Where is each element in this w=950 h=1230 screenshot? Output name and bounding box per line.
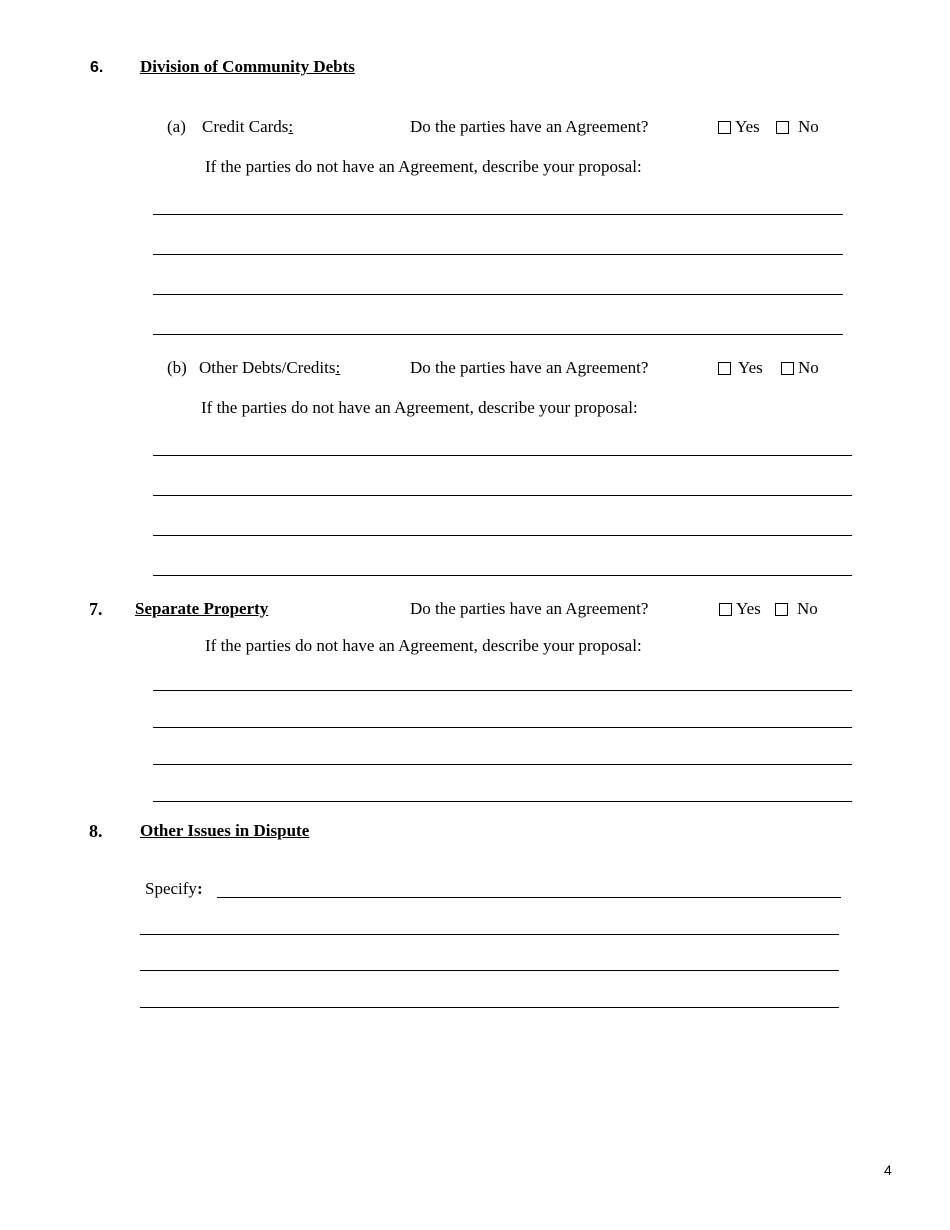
specify-label-text: Specify (145, 879, 197, 898)
item-b-answer-line-4[interactable] (153, 575, 852, 576)
section-8-title: Other Issues in Dispute (140, 821, 310, 840)
section-6-number: 6. (90, 59, 104, 76)
item-b-colon: : (335, 358, 341, 377)
item-b-answer-line-3[interactable] (153, 535, 852, 536)
item-a-no-option[interactable] (776, 117, 819, 137)
section-7-yes-checkbox[interactable] (719, 603, 732, 616)
item-b-no-label: No (798, 358, 819, 377)
item-b-no-option[interactable] (781, 358, 819, 378)
item-a-answer-line-2[interactable] (153, 254, 843, 255)
specify-answer-line[interactable] (217, 897, 841, 898)
section-8-number: 8. (89, 821, 103, 841)
item-a-label: (a) (167, 117, 186, 136)
item-a-yes-label: Yes (735, 117, 760, 136)
item-b-name (199, 358, 340, 378)
section-7-answer-line-1[interactable] (153, 690, 852, 691)
item-b-answer-line-2[interactable] (153, 495, 852, 496)
section-7-yes-label: Yes (736, 599, 761, 618)
item-a-no-checkbox[interactable] (776, 121, 789, 134)
item-a-options (718, 117, 819, 139)
item-a-answer-line-3[interactable] (153, 294, 843, 295)
item-a-name-text: Credit Cards (202, 117, 289, 136)
item-a-answer-line-1[interactable] (153, 214, 843, 215)
item-b-yes-label: Yes (738, 358, 763, 377)
item-b-yes-checkbox[interactable] (718, 362, 731, 375)
section-6-title: Division of Community Debts (140, 57, 355, 76)
section-7-yes-option[interactable] (719, 599, 761, 619)
item-a-yes-checkbox[interactable] (718, 121, 731, 134)
section-7-answer-line-3[interactable] (153, 764, 852, 765)
section-8-answer-line-3[interactable] (140, 1007, 839, 1008)
section-8-answer-line-1[interactable] (140, 934, 839, 935)
section-8-answer-line-2[interactable] (140, 970, 839, 971)
section-7-answer-line-4[interactable] (153, 801, 852, 802)
item-a-colon: : (288, 117, 294, 136)
item-b-options (718, 358, 819, 380)
section-7-instruction: If the parties do not have an Agreement, describe your proposal: (205, 636, 642, 655)
item-b-yes-option[interactable] (718, 358, 763, 378)
item-b-name-text: Other Debts/Credits (199, 358, 336, 377)
section-7-no-label: No (797, 599, 818, 618)
section-7-question: Do the parties have an Agreement? (410, 599, 649, 618)
section-7-no-checkbox[interactable] (775, 603, 788, 616)
item-b-instruction: If the parties do not have an Agreement, describe your proposal: (201, 398, 638, 417)
item-a-answer-line-4[interactable] (153, 334, 843, 335)
item-a-no-label: No (798, 117, 819, 136)
item-a-yes-option[interactable] (718, 117, 760, 137)
page-number: 4 (884, 1162, 892, 1178)
specify-label (145, 879, 203, 899)
section-7-answer-line-2[interactable] (153, 727, 852, 728)
item-b-label: (b) (167, 358, 187, 377)
section-7-number: 7. (89, 599, 103, 619)
section-7-title: Separate Property (135, 599, 269, 618)
section-7-no-option[interactable] (775, 599, 818, 619)
item-b-no-checkbox[interactable] (781, 362, 794, 375)
item-b-answer-line-1[interactable] (153, 455, 852, 456)
specify-colon: : (196, 879, 203, 898)
item-a-question: Do the parties have an Agreement? (410, 117, 649, 136)
item-a-name (202, 117, 293, 137)
section-7-options (719, 599, 818, 621)
item-a-instruction: If the parties do not have an Agreement, describe your proposal: (205, 157, 642, 176)
item-b-question: Do the parties have an Agreement? (410, 358, 649, 377)
